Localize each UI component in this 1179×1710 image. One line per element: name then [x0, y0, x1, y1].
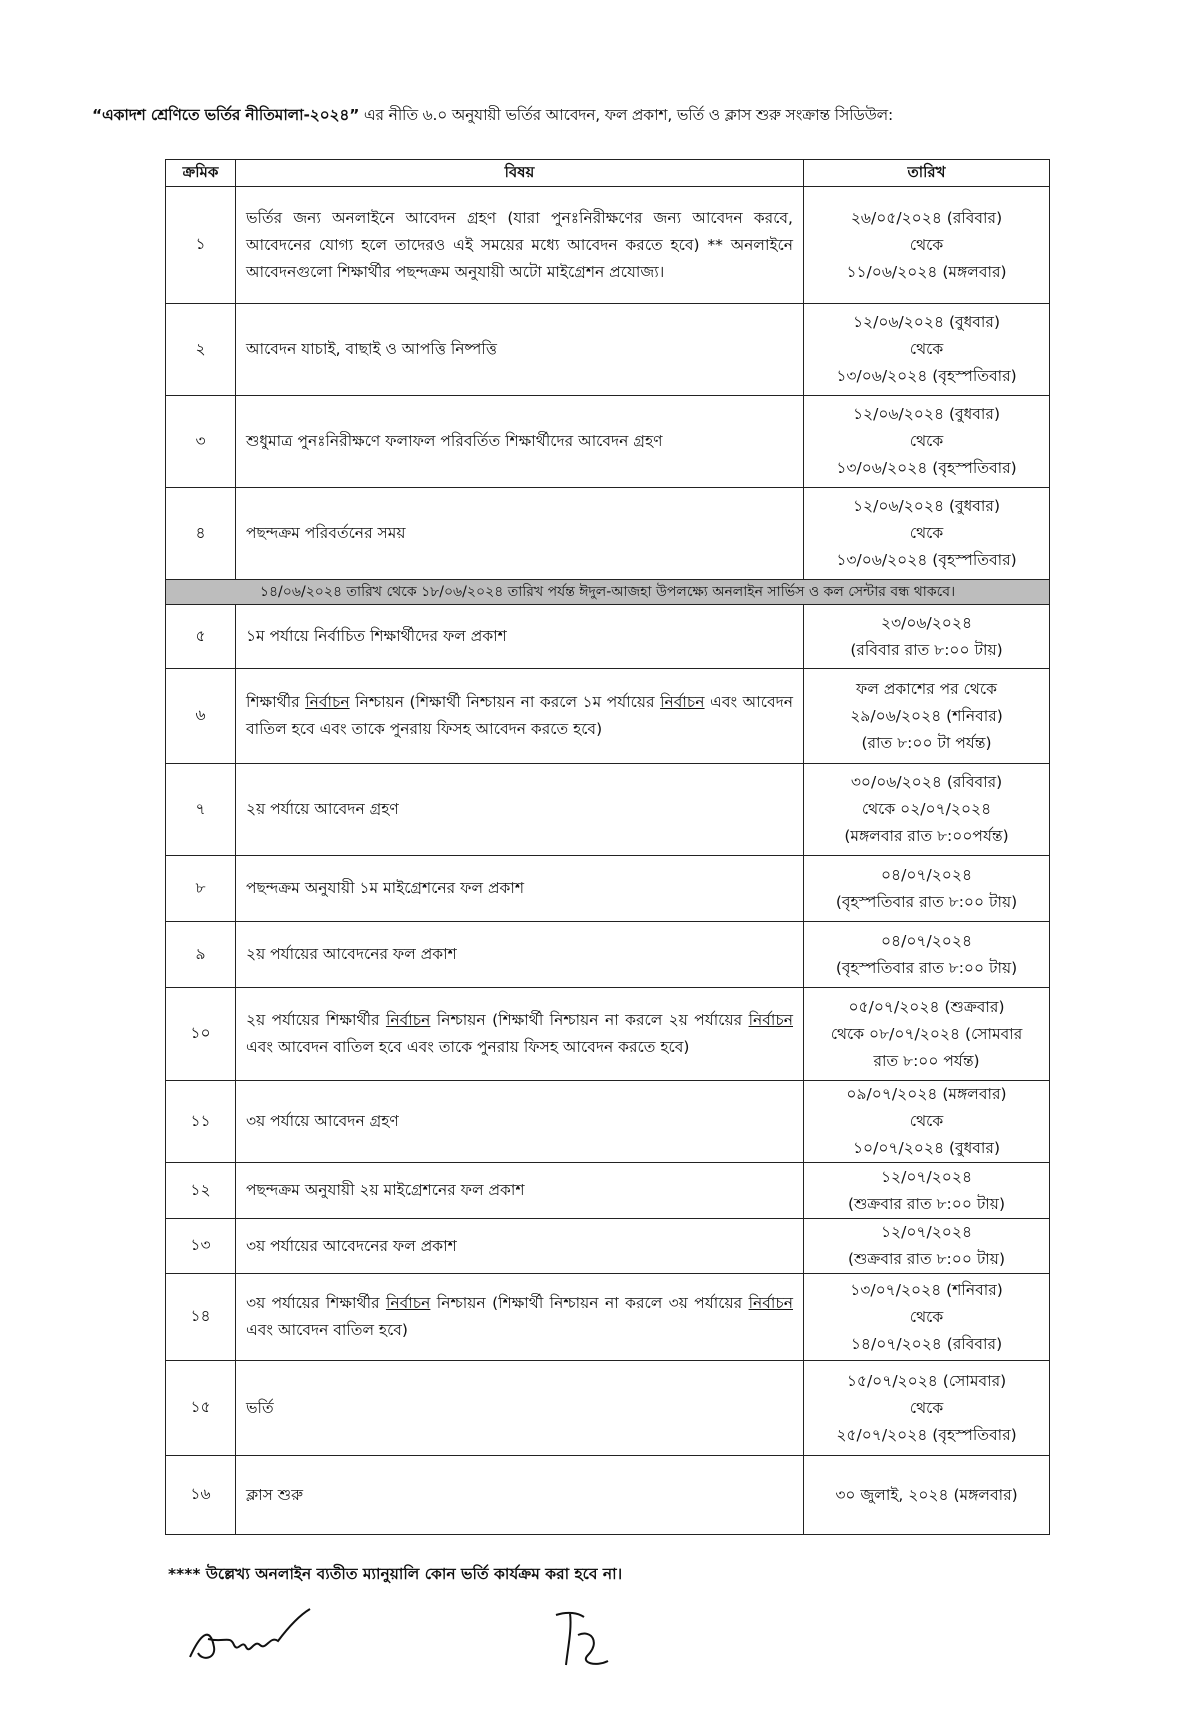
row-serial: ১৬ — [166, 1456, 236, 1535]
signature-right-icon — [548, 1605, 618, 1675]
row-topic: ২য় পর্যায়ে আবেদন গ্রহণ — [236, 764, 804, 856]
table-row — [166, 187, 1050, 304]
row-date: ৩০ জুলাই, ২০২৪ (মঙ্গলবার) — [804, 1456, 1050, 1535]
row-topic — [236, 669, 804, 764]
topic-mid: নিশ্চায়ন (শিক্ষার্থী নিশ্চায়ন না করলে ২য় পর্যায়ের — [430, 1011, 749, 1029]
row-date: ০৪/০৭/২০২৪ (বৃহস্পতিবার রাত ৮:০০ টায়) — [804, 856, 1050, 922]
row-topic — [236, 988, 804, 1081]
row-date: ফল প্রকাশের পর থেকে ২৯/০৬/২০২৪ (শনিবার) (রাত ৮:০০ টা পর্যন্ত) — [804, 669, 1050, 764]
row-serial: ৯ — [166, 922, 236, 988]
row-serial: ৪ — [166, 488, 236, 580]
header-topic: বিষয় — [236, 160, 804, 187]
table-header-row — [166, 160, 1050, 187]
table-row — [166, 856, 1050, 922]
table-row — [166, 922, 1050, 988]
topic-underlined: নির্বাচন — [748, 1294, 793, 1312]
header-date: তারিখ — [804, 160, 1050, 187]
topic-pre: ২য় পর্যায়ের শিক্ষার্থীর — [246, 1011, 386, 1029]
topic-underlined: নির্বাচন — [385, 1294, 431, 1312]
topic-underlined: নির্বাচন — [660, 693, 705, 711]
row-topic: ৩য় পর্যায়ের আবেদনের ফল প্রকাশ — [236, 1219, 804, 1274]
row-date: ১২/০৬/২০২৪ (বুধবার) থেকে ১৩/০৬/২০২৪ (বৃহস্পতিবার) — [804, 488, 1050, 580]
topic-post: এবং আবেদন বাতিল হবে এবং তাকে পুনরায় ফিসহ আবেদন করতে হবে) — [246, 1038, 690, 1056]
topic-underlined: নির্বাচন — [748, 1011, 793, 1029]
row-topic: ভর্তি — [236, 1361, 804, 1456]
schedule-table — [165, 159, 1050, 1535]
row-date: ২৬/০৫/২০২৪ (রবিবার) থেকে ১১/০৬/২০২৪ (মঙ্গলবার) — [804, 187, 1050, 304]
row-serial: ৮ — [166, 856, 236, 922]
title-rest: এর নীতি ৬.০ অনুযায়ী ভর্তির আবেদন, ফল প্রকাশ, ভর্তি ও ক্লাস শুরু সংক্রান্ত সিডিউল: — [359, 106, 894, 124]
table-row — [166, 764, 1050, 856]
row-serial: ৭ — [166, 764, 236, 856]
row-topic: ভর্তির জন্য অনলাইনে আবেদন গ্রহণ (যারা পুনঃনিরীক্ষণের জন্য আবেদন করবে, আবেদনের যোগ্য হলে তাদেরও এই সময়ের মধ্যে আবেদন করতে হবে) ** অনলাইনে আবেদনগুলো শিক্ষার্থীর পছন্দক্রম অনুযায়ী অটো মাইগ্রেশন প্রযোজ্য। — [236, 187, 804, 304]
row-topic: ৩য় পর্যায়ে আবেদন গ্রহণ — [236, 1081, 804, 1163]
row-date: ০৫/০৭/২০২৪ (শুক্রবার) থেকে ০৮/০৭/২০২৪ (সোমবার রাত ৮:০০ পর্যন্ত) — [804, 988, 1050, 1081]
row-serial: ৫ — [166, 605, 236, 669]
signature-left-icon — [180, 1595, 320, 1675]
row-topic: পছন্দক্রম অনুযায়ী ১ম মাইগ্রেশনের ফল প্রকাশ — [236, 856, 804, 922]
row-date: ৩০/০৬/২০২৪ (রবিবার) থেকে ০২/০৭/২০২৪ (মঙ্গলবার রাত ৮:০০পর্যন্ত) — [804, 764, 1050, 856]
table-row — [166, 396, 1050, 488]
table-row — [166, 988, 1050, 1081]
row-serial: ১০ — [166, 988, 236, 1081]
holiday-banner: ১৪/০৬/২০২৪ তারিখ থেকে ১৮/০৬/২০২৪ তারিখ পর্যন্ত ঈদুল-আজহা উপলক্ষ্যে অনলাইন সার্ভিস ও কল সেন্টার বন্ধ থাকবে। — [166, 580, 1050, 605]
row-topic — [236, 1274, 804, 1361]
holiday-banner-row — [166, 580, 1050, 605]
table-row — [166, 1219, 1050, 1274]
topic-mid: নিশ্চায়ন (শিক্ষার্থী নিশ্চায়ন না করলে ১ম পর্যায়ের — [349, 693, 661, 711]
page-title — [92, 103, 1092, 129]
header-serial: ক্রমিক — [166, 160, 236, 187]
row-serial: ১ — [166, 187, 236, 304]
row-date: ১২/০৭/২০২৪ (শুক্রবার রাত ৮:০০ টায়) — [804, 1219, 1050, 1274]
title-bold: “একাদশ শ্রেণিতে ভর্তির নীতিমালা-২০২৪” — [92, 106, 360, 124]
row-topic: পছন্দক্রম অনুযায়ী ২য় মাইগ্রেশনের ফল প্রকাশ — [236, 1163, 804, 1219]
row-serial: ১১ — [166, 1081, 236, 1163]
topic-underlined: নির্বাচন — [305, 693, 350, 711]
row-date: ১৩/০৭/২০২৪ (শনিবার) থেকে ১৪/০৭/২০২৪ (রবিবার) — [804, 1274, 1050, 1361]
row-serial: ১৪ — [166, 1274, 236, 1361]
table-row — [166, 488, 1050, 580]
table-row — [166, 1456, 1050, 1535]
row-topic: আবেদন যাচাই, বাছাই ও আপত্তি নিষ্পত্তি — [236, 304, 804, 396]
row-serial: ৩ — [166, 396, 236, 488]
row-topic: ২য় পর্যায়ের আবেদনের ফল প্রকাশ — [236, 922, 804, 988]
row-date: ১২/০৭/২০২৪ (শুক্রবার রাত ৮:০০ টায়) — [804, 1163, 1050, 1219]
topic-underlined: নির্বাচন — [385, 1011, 431, 1029]
table-row — [166, 669, 1050, 764]
table-row — [166, 1361, 1050, 1456]
row-serial: ৬ — [166, 669, 236, 764]
row-date: ১২/০৬/২০২৪ (বুধবার) থেকে ১৩/০৬/২০২৪ (বৃহস্পতিবার) — [804, 396, 1050, 488]
topic-mid: নিশ্চায়ন (শিক্ষার্থী নিশ্চায়ন না করলে ৩য় পর্যায়ের — [430, 1294, 749, 1312]
row-date: ২৩/০৬/২০২৪ (রবিবার রাত ৮:০০ টায়) — [804, 605, 1050, 669]
row-serial: ১৫ — [166, 1361, 236, 1456]
row-topic: শুধুমাত্র পুনঃনিরীক্ষণে ফলাফল পরিবর্তিত শিক্ষার্থীদের আবেদন গ্রহণ — [236, 396, 804, 488]
topic-post: এবং আবেদন বাতিল হবে) — [246, 1321, 408, 1339]
table-row — [166, 1274, 1050, 1361]
topic-pre: শিক্ষার্থীর — [246, 693, 306, 711]
row-date: ০৯/০৭/২০২৪ (মঙ্গলবার) থেকে ১০/০৭/২০২৪ (বুধবার) — [804, 1081, 1050, 1163]
row-serial: ২ — [166, 304, 236, 396]
table-row — [166, 1163, 1050, 1219]
row-topic: পছন্দক্রম পরিবর্তনের সময় — [236, 488, 804, 580]
footnote: **** উল্লেখ্য অনলাইন ব্যতীত ম্যানুয়ালি কোন ভর্তি কার্যক্রম করা হবে না। — [168, 1565, 623, 1583]
topic-post: এবং আবেদন বাতিল হবে এবং তাকে পুনরায় ফিসহ আবেদন করতে হবে) — [246, 693, 793, 738]
table-row — [166, 605, 1050, 669]
topic-pre: ৩য় পর্যায়ের শিক্ষার্থীর — [246, 1294, 386, 1312]
row-serial: ১২ — [166, 1163, 236, 1219]
table-row — [166, 304, 1050, 396]
row-date: ১২/০৬/২০২৪ (বুধবার) থেকে ১৩/০৬/২০২৪ (বৃহস্পতিবার) — [804, 304, 1050, 396]
table-row — [166, 1081, 1050, 1163]
row-date: ০৪/০৭/২০২৪ (বৃহস্পতিবার রাত ৮:০০ টায়) — [804, 922, 1050, 988]
row-serial: ১৩ — [166, 1219, 236, 1274]
row-topic: ক্লাস শুরু — [236, 1456, 804, 1535]
row-date: ১৫/০৭/২০২৪ (সোমবার) থেকে ২৫/০৭/২০২৪ (বৃহস্পতিবার) — [804, 1361, 1050, 1456]
row-topic: ১ম পর্যায়ে নির্বাচিত শিক্ষার্থীদের ফল প্রকাশ — [236, 605, 804, 669]
